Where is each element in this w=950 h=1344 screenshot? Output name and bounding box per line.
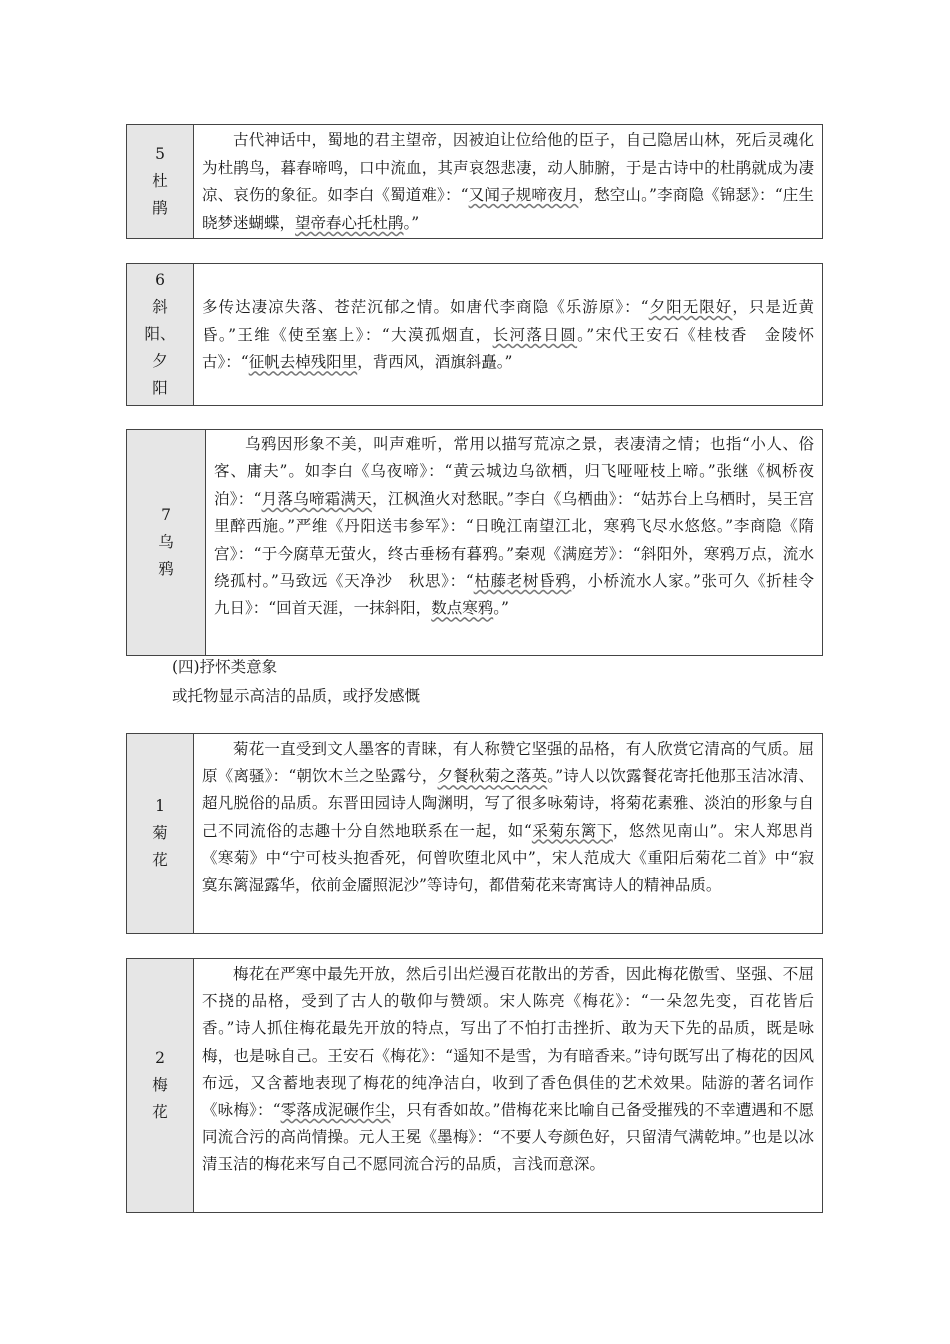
entry-title-char: 花 <box>152 1103 168 1121</box>
quoted-verse: 长河落日圆 <box>492 325 578 344</box>
entry-paragraph: 古代神话中，蜀地的君主望帝，因被迫让位给他的臣子，自己隐居山林，死后灵魂化为杜鹃鸟，暮春啼鸣，口中流血，其声哀怨悲凄，动人肺腑，于是古诗中的杜鹃就成为凄凉、哀伤的象征。如李白《蜀道难》：“又闻子规啼夜月，愁空山。”李商隐《锦瑟》：“庄生晓梦迷蝴蝶，望帝春心托杜鹃。” <box>202 131 814 232</box>
entry-number: 7 <box>161 506 171 524</box>
entry-content <box>206 430 830 655</box>
entry-title-char: 花 <box>152 851 168 869</box>
entry-box-7 <box>126 429 830 656</box>
entry-number: 6 <box>155 271 165 289</box>
quoted-verse: 征帆去棹残阳里 <box>248 353 358 372</box>
entry-label <box>127 734 194 933</box>
section-heading: (四)抒怀类意象 <box>172 658 278 676</box>
entry-paragraph: 多传达凄凉失落、苍茫沉郁之情。如唐代李商隐《乐游原》：“夕阳无限好，只是近黄昏。”王维《使至塞上》：“大漠孤烟直，长河落日圆。”宋代王安石《桂枝香 金陵怀古》：“征帆去棹残阳里，背西风，酒旗斜矗。” <box>202 298 814 372</box>
entry-label <box>127 959 194 1212</box>
entry-title-char: 阳 <box>152 379 168 397</box>
entry-title-char: 阳、 <box>144 325 176 343</box>
entry-label <box>127 125 194 238</box>
entry-content <box>194 264 822 405</box>
quoted-verse: 枯藤老树昏鸦 <box>473 572 572 591</box>
entry-box-5 <box>126 124 823 239</box>
quoted-verse: 夕阳无限好 <box>648 298 733 317</box>
quoted-verse: 采菊东篱下 <box>531 821 613 840</box>
quoted-verse: 月落乌啼霜满天 <box>261 489 373 508</box>
entry-number: 1 <box>155 797 165 815</box>
entry-number: 5 <box>155 145 165 163</box>
entry-title-char: 乌 <box>158 533 174 551</box>
entry-title-char: 鸦 <box>158 560 174 578</box>
entry-title-char: 菊 <box>152 824 168 842</box>
quoted-verse: 数点寒鸦 <box>431 599 494 618</box>
entry-title-char: 斜 <box>152 298 168 316</box>
entry-title-char: 杜 <box>152 172 168 190</box>
entry-box-chrysanthemum <box>126 733 823 934</box>
entry-content <box>194 734 822 933</box>
entry-title-char: 夕 <box>152 352 168 370</box>
entry-title-char: 梅 <box>152 1076 168 1094</box>
entry-title-char: 鹃 <box>152 199 168 217</box>
quoted-verse: 又闻子规啼夜月 <box>468 186 579 205</box>
entry-content <box>194 959 822 1212</box>
entry-content <box>194 125 822 238</box>
entry-paragraph: 乌鸦因形象不美，叫声难听，常用以描写荒凉之景，表凄清之情；也指“小人、俗客、庸夫”。如李白《乌夜啼》：“黄云城边乌欲栖，归飞哑哑枝上啼。”张继《枫桥夜泊》：“月落乌啼霜满天，江枫渔火对愁眠。”李白《乌栖曲》：“姑苏台上乌栖时，吴王宫里醉西施。”严维《丹阳送韦参军》：“日晚江南望江北，寒鸦飞尽水悠悠。”李商隐《隋宫》：“于今腐草无萤火，终古垂杨有暮鸦。”秦观《满庭芳》：“斜阳外，寒鸦万点，流水绕孤村。”马致远《天净沙 秋思》：“枯藤老树昏鸦，小桥流水人家。”张可久《折桂令 九日》：“回首天涯，一抹斜阳，数点寒鸦。” <box>214 435 830 618</box>
entry-label <box>127 264 194 405</box>
quoted-verse: 夕餐秋菊之落英 <box>437 767 548 786</box>
entry-paragraph: 菊花一直受到文人墨客的青睐，有人称赞它坚强的品格，有人欣赏它清高的气质。屈原《离骚》：“朝饮木兰之坠露兮，夕餐秋菊之落英。”诗人以饮露餐花寄托他那玉洁冰清、超凡脱俗的品质。东晋田园诗人陶渊明，写了很多咏菊诗，将菊花素雅、淡泊的形象与自己不同流俗的志趣十分自然地联系在一起，如“采菊东篱下，悠然见南山”。宋人郑思肖《寒菊》中“宁可枝头抱香死，何曾吹堕北风中”，宋人范成大《重阳后菊花二首》中“寂寞东篱湿露华，依前金靥照泥沙”等诗句，都借菊花来寄寓诗人的精神品质。 <box>202 740 814 895</box>
section-description: 或托物显示高洁的品质，或抒发感慨 <box>172 687 421 705</box>
entry-box-6 <box>126 263 823 406</box>
entry-label <box>127 430 206 655</box>
quoted-verse: 望帝春心托杜鹃 <box>295 213 404 232</box>
quoted-verse: 零落成泥碾作尘 <box>280 1101 391 1120</box>
entry-paragraph: 梅花在严寒中最先开放，然后引出烂漫百花散出的芳香，因此梅花傲雪、坚强、不屈不挠的品格，受到了古人的敬仰与赞颂。宋人陈亮《梅花》：“一朵忽先变，百花皆后香。”诗人抓住梅花最先开放的特点，写出了不怕打击挫折、敢为天下先的品质，既是咏梅，也是咏自己。王安石《梅花》：“遥知不是雪，为有暗香来。”诗句既写出了梅花的因风布远，又含蓄地表现了梅花的纯净洁白，收到了香色俱佳的艺术效果。陆游的著名词作《咏梅》：“零落成泥碾作尘，只有香如故。”借梅花来比喻自己备受摧残的不幸遭遇和不愿同流合污的高尚情操。元人王冕《墨梅》：“不要人夸颜色好，只留清气满乾坤。”也是以冰清玉洁的梅花来写自己不愿同流合污的品质，言浅而意深。 <box>202 965 814 1174</box>
entry-number: 2 <box>155 1049 165 1067</box>
entry-box-plum <box>126 958 823 1213</box>
